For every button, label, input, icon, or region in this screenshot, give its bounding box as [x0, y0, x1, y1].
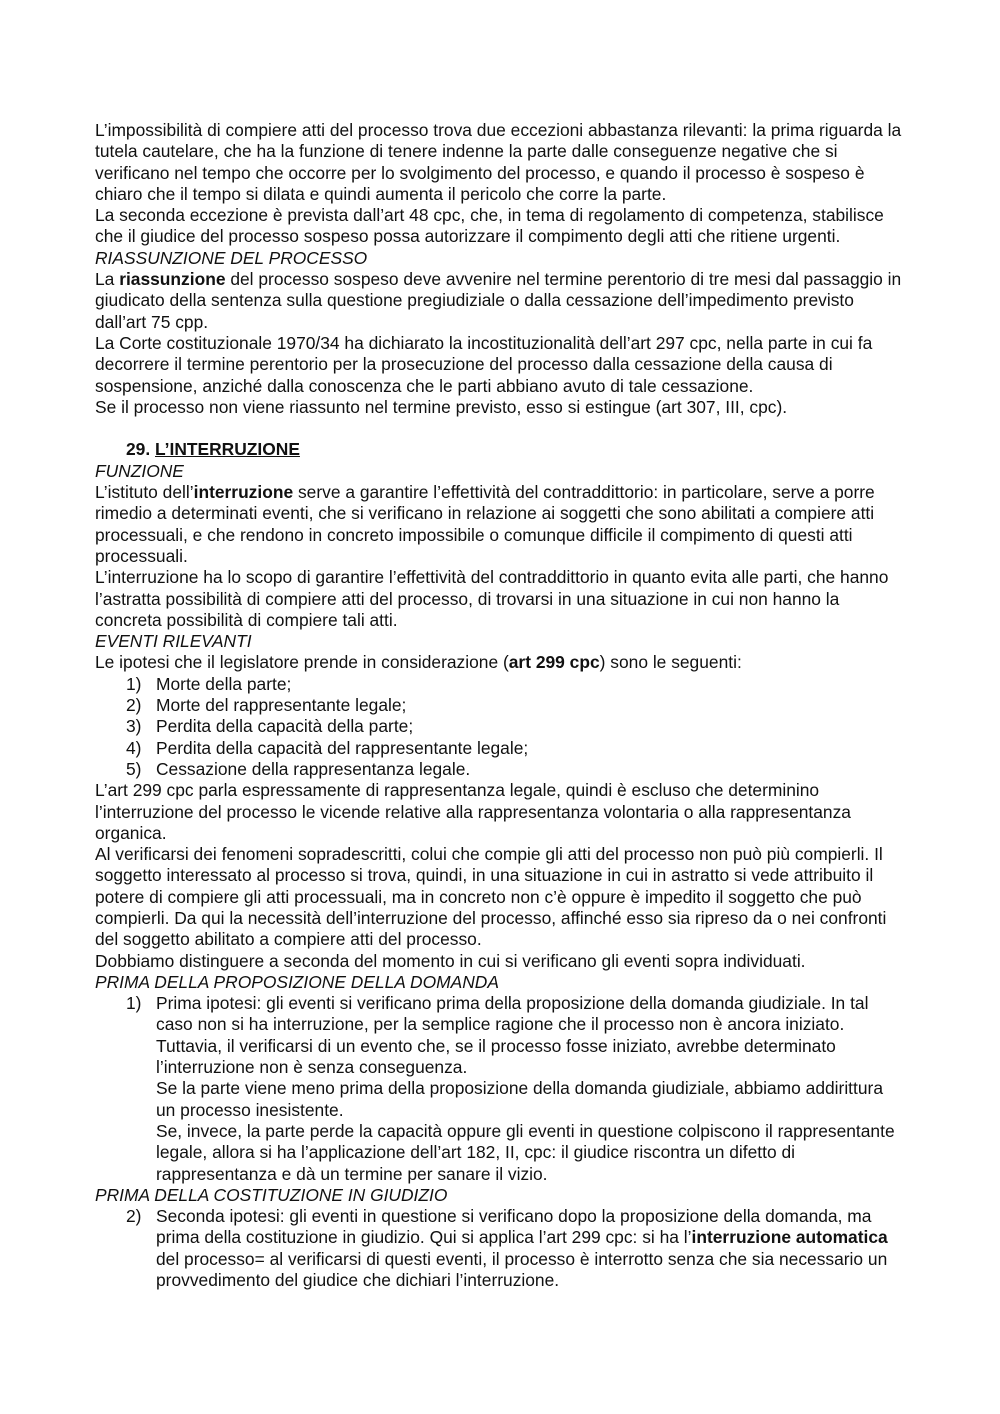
section-title: L’INTERRUZIONE — [155, 439, 300, 460]
list-item: 4) Perdita della capacità del rappresentante legale; — [126, 737, 529, 758]
eventi-paragraph-2: Al verificarsi dei fenomeni sopradescritti, colui che compie gli atti del processo non può più compierli. Il soggetto interessato al processo si trova, quindi, in una situazione in cui in astratto si vede attribuito il potere di compiere gli atti processuali, ma in concreto non c’è oppure è impedito il soggetto che può compierli. Da qui la necessità dell’interruzione del processo, affinché esso sia ripreso da o nei confronti del soggetto abilitato a compiere atti del processo. — [95, 844, 887, 950]
eventi-subheading: EVENTI RILEVANTI — [95, 631, 252, 652]
section-number: 29. — [126, 439, 156, 460]
intro-paragraph-2: La seconda eccezione è prevista dall’art 48 cpc, che, in tema di regolamento di competenza, stabilisce che il giudice del processo sospeso possa autorizzare il compimento degli atti che ritiene urgenti. — [95, 205, 884, 247]
term-riassunzione: riassunzione — [119, 269, 226, 290]
list-item: 1) Prima ipotesi: gli eventi si verificano prima della proposizione della domanda giudiziale. In tal caso non si ha interruzione, per la semplice ragione che il processo non è ancora iniziato. Tuttavia, il verificarsi di un evento che, se il processo fosse iniziato, avrebbe determinato l’interruzione non è senza conseguenza. Se la parte viene meno prima della proposizione della domanda giudiziale, abbiamo addirittura un processo inesistente. Se, invece, la parte perde la capacità oppure gli eventi in questione colpiscono il rappresentante legale, allora si ha l’applicazione dell’art 182, II, cpc: il giudice riscontra un difetto di rappresentanza e dà un termine per sanare il vizio. — [126, 993, 895, 1184]
list-item: 2) Seconda ipotesi: gli eventi in questione si verificano dopo la proposizione della domanda, ma prima della costituzione in giudizio. Qui si applica l’art 299 cpc: si ha l’interruzione automatica del processo= al verificarsi di questi eventi, il processo è interrotto senza che sia necessario un provvedimento del giudice che dichiari l’interruzione. — [126, 1206, 888, 1291]
funzione-paragraph-2: L’interruzione ha lo scopo di garantire l’effettività del contraddittorio in quanto evita alle parti, che hanno l’astratta possibilità di compiere atti del processo, di trovarsi in una situazione in cui non hanno la concreta possibilità di compiere tali atti. — [95, 567, 889, 630]
blank-line — [95, 418, 905, 439]
prima-costituzione-subheading: PRIMA DELLA COSTITUZIONE IN GIUDIZIO — [95, 1184, 448, 1205]
eventi-paragraph-1: L’art 299 cpc parla espressamente di rappresentanza legale, quindi è escluso che determinino l’interruzione del processo le vicende relative alla rappresentanza volontaria o alla rappresentanza organica. — [95, 780, 851, 843]
eventi-list — [95, 674, 905, 780]
document-page — [95, 120, 905, 1291]
riassunzione-paragraph-1: La riassunzione del processo sospeso deve avvenire nel termine perentorio di tre mesi dal passaggio in giudicato della sentenza sulla questione pregiudiziale o dalla cessazione dell’impedimento previsto dall’art 75 cpp. — [95, 269, 902, 332]
riassunzione-subheading: RIASSUNZIONE DEL PROCESSO — [95, 247, 368, 268]
intro-paragraph-1: L’impossibilità di compiere atti del processo trova due eccezioni abbastanza rilevanti: la prima riguarda la tutela cautelare, che ha la funzione di tenere indenne la parte dalle conseguenze negative che si verificano nel tempo che occorre per lo svolgimento del processo, e quando il processo è sospeso è chiaro che il tempo si dilata e quindi aumenta il pericolo che corre la parte. — [95, 120, 902, 204]
prima-domanda-list — [95, 993, 905, 1185]
list-item: 3) Perdita della capacità della parte; — [126, 716, 414, 737]
funzione-subheading: FUNZIONE — [95, 460, 184, 481]
term-art-299: art 299 cpc — [508, 652, 600, 673]
list-item: 5) Cessazione della rappresentanza legale. — [126, 758, 471, 779]
list-item: 2) Morte del rappresentante legale; — [126, 695, 407, 716]
eventi-intro: Le ipotesi che il legislatore prende in considerazione (art 299 cpc) sono le seguenti: — [95, 652, 742, 673]
list-item: 1) Morte della parte; — [126, 673, 292, 694]
prima-domanda-subheading: PRIMA DELLA PROPOSIZIONE DELLA DOMANDA — [95, 971, 499, 992]
riassunzione-paragraph-3: Se il processo non viene riassunto nel termine previsto, esso si estingue (art 307, III, cpc). — [95, 396, 788, 417]
term-interruzione-automatica: interruzione automatica — [691, 1227, 888, 1248]
section-heading — [126, 439, 905, 460]
prima-costituzione-list — [95, 1206, 905, 1291]
term-interruzione: interruzione — [193, 482, 294, 503]
eventi-paragraph-3: Dobbiamo distinguere a seconda del momento in cui si verificano gli eventi sopra individuati. — [95, 950, 806, 971]
funzione-paragraph-1: L’istituto dell’interruzione serve a garantire l’effettività del contraddittorio: in particolare, serve a porre rimedio a determinati eventi, che si verificano in relazione ai soggetti che sono abilitati a compiere atti processuali, e che rendono in concreto impossibile o comunque difficile il compimento di questi atti processuali. — [95, 482, 875, 566]
riassunzione-paragraph-2: La Corte costituzionale 1970/34 ha dichiarato la incostituzionalità dell’art 297 cpc, nella parte in cui fa decorrere il termine perentorio per la prosecuzione del processo dalla cessazione della causa di sospensione, anziché dalla conoscenza che le parti abbiano avuto di tale cessazione. — [95, 332, 873, 396]
